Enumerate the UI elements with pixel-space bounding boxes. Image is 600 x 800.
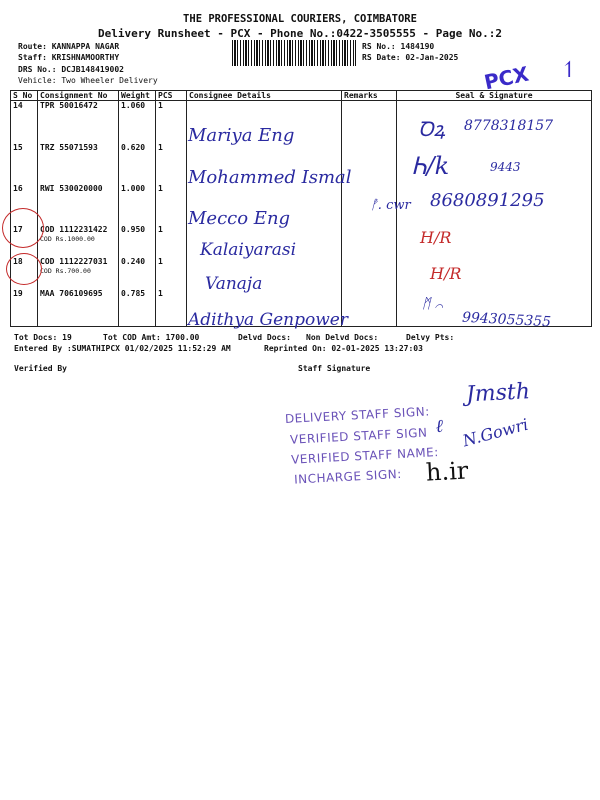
signature-scribble: ᚡ. cwr [370, 198, 411, 213]
handwritten-remark: H/R [430, 264, 462, 283]
red-circle-mark [6, 253, 42, 285]
pcx-stamp: PCX [481, 61, 531, 95]
cell-consignment [38, 257, 119, 289]
signature-scribble: Ꮒ/k [412, 152, 450, 180]
verified-by-label: Verified By [14, 364, 67, 373]
stamp-incharge-sign: INCHARGE SIGN: [293, 466, 403, 487]
cell-pcs: 1 [156, 143, 187, 184]
cell-weight: 0.240 [119, 257, 156, 289]
red-circle-mark [2, 208, 44, 248]
col-pcs: PCS [156, 91, 187, 101]
handwritten-consignee: Mohammed Ismal [188, 167, 352, 188]
cell-consignment: TPR 50016472 [38, 101, 119, 143]
non-delivered-docs: Non Delvd Docs: [306, 333, 379, 342]
cell-remarks [342, 225, 397, 257]
vehicle-label: Vehicle: Two Wheeler Delivery [18, 76, 158, 85]
cell-pcs: 1 [156, 289, 187, 327]
col-weight: Weight [119, 91, 156, 101]
runsheet-subtitle: Delivery Runsheet - PCX - Phone No.:0422-3505555 - Page No.:2 [98, 27, 502, 40]
handwritten-consignee: Mariya Eng [188, 125, 295, 146]
cell-remarks [342, 257, 397, 289]
handwritten-consignee: Mecco Eng [188, 208, 291, 229]
cell-consignment: MAA 706109695 [38, 289, 119, 327]
drs-label: DRS No.: DCJB148419002 [18, 65, 124, 74]
cell-weight: 0.620 [119, 143, 156, 184]
col-consignee: Consignee Details [187, 91, 342, 101]
cod-amount: COD Rs.700.00 [40, 266, 91, 275]
stamp-verified-staff-sign: VERIFIED STAFF SIGN [289, 425, 428, 447]
cell-sno: 19 [11, 289, 38, 327]
cell-pcs: 1 [156, 225, 187, 257]
consignment-no: COD 1112231422 [40, 224, 108, 234]
col-remarks: Remarks [342, 91, 397, 101]
cell-pcs: 1 [156, 257, 187, 289]
signature-scribble: ℓ [435, 415, 444, 438]
table-row [11, 257, 592, 289]
cell-pcs: 1 [156, 184, 187, 225]
total-cod-amount: Tot COD Amt: 1700.00 [103, 333, 200, 342]
cell-weight: 0.785 [119, 289, 156, 327]
table-header-row [11, 91, 592, 101]
handwritten-staff-name: N.Gowri [460, 414, 531, 451]
cell-pcs: 1 [156, 101, 187, 143]
cell-sno: 18 [11, 257, 38, 289]
cod-amount: COD Rs.1000.00 [40, 234, 95, 243]
cell-weight: 1.060 [119, 101, 156, 143]
handwritten-phone: 8778318157 [464, 118, 554, 134]
cell-consignment: TRZ 55071593 [38, 143, 119, 184]
delivered-docs: Delvd Docs: [238, 333, 291, 342]
reprinted-on: Reprinted On: 02-01-2025 13:27:03 [264, 344, 423, 353]
stamp-verified-staff-name: VERIFIED STAFF NAME: [290, 444, 440, 467]
handwritten-consignee: Vanaja [205, 274, 263, 294]
signature-scribble: ᛗ ⌒ [422, 296, 444, 312]
handwritten-remark: H/R [420, 228, 452, 247]
col-consignment: Consignment No [38, 91, 119, 101]
handwritten-consignee: Kalaiyarasi [200, 240, 297, 260]
company-title: THE PROFESSIONAL COURIERS, COIMBATORE [183, 13, 417, 25]
handwritten-staff-sign: Jmsth [465, 379, 531, 408]
route-label: Route: KANNAPPA NAGAR [18, 42, 120, 51]
handwritten-phone: 8680891295 [430, 190, 545, 211]
staff-signature-label: Staff Signature [298, 364, 371, 373]
barcode [232, 40, 356, 66]
cell-remarks [342, 101, 397, 143]
rs-number: RS No.: 1484190 [362, 42, 435, 51]
entered-by: Entered By :SUMATHIPCX 01/02/2025 11:52:29 AM [14, 344, 231, 353]
tick-mark: ↿ [560, 58, 579, 83]
cell-weight: 1.000 [119, 184, 156, 225]
cell-sno: 16 [11, 184, 38, 225]
table-row [11, 225, 592, 257]
cell-sno: 17 [11, 225, 38, 257]
delivery-points: Delvy Pts: [406, 333, 455, 342]
col-signature: Seal & Signature [397, 91, 592, 101]
rs-date: RS Date: 02-Jan-2025 [362, 53, 459, 62]
consignment-no: COD 1112227031 [40, 256, 108, 266]
cell-signature [397, 257, 592, 289]
cell-consignment [38, 225, 119, 257]
col-sno: S No [11, 91, 38, 101]
cell-sno: 14 [11, 101, 38, 143]
stamp-delivery-staff-sign: DELIVERY STAFF SIGN: [284, 404, 431, 426]
handwritten-consignee: Adithya Genpower [188, 310, 348, 330]
cell-consignment: RWI 530020000 [38, 184, 119, 225]
cell-remarks [342, 289, 397, 327]
signature-scribble: Ꝺꝝ [418, 117, 446, 141]
staff-label: Staff: KRISHNAMOORTHY [18, 53, 120, 62]
cell-weight: 0.950 [119, 225, 156, 257]
handwritten-phone: 9443 [490, 160, 521, 174]
handwritten-phone: 9943055355 [461, 309, 552, 331]
handwritten-incharge-sign: h.ir [425, 456, 469, 487]
cell-sno: 15 [11, 143, 38, 184]
total-docs: Tot Docs: 19 [14, 333, 72, 342]
